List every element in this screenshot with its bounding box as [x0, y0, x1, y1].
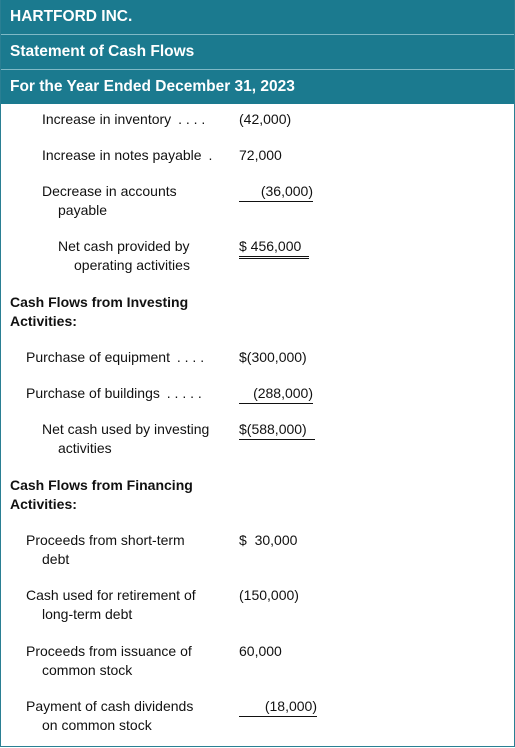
issuance-label-1: Proceeds from issuance of — [26, 643, 192, 659]
retirement-label-1: Cash used for retirement of — [26, 587, 196, 603]
accounts-payable-amount: (36,000) — [239, 182, 313, 202]
short-term-label-2: debt — [42, 551, 70, 567]
statement-title: Statement of Cash Flows — [1, 35, 514, 70]
dividends-label-1: Payment of cash dividends — [26, 698, 194, 714]
equipment-amount: $(300,000) — [239, 349, 307, 365]
accounts-payable-label-1: Decrease in accounts — [42, 183, 177, 199]
statement-header — [1, 0, 514, 104]
financing-heading-2: Activities: — [10, 496, 77, 512]
buildings-label-text: Purchase of buildings — [26, 385, 160, 401]
inventory-amount: (42,000) — [239, 111, 292, 127]
retirement-label-2: long-term debt — [42, 606, 133, 622]
net-investing-label-2: activities — [58, 440, 112, 456]
equipment-label-text: Purchase of equipment — [26, 349, 170, 365]
statement-period: For the Year Ended December 31, 2023 — [10, 78, 295, 95]
investing-heading-2: Activities: — [10, 313, 77, 329]
short-term-label-1: Proceeds from short-term — [26, 532, 185, 548]
investing-heading-1: Cash Flows from Investing — [10, 294, 189, 310]
dividends-label-2: on common stock — [42, 717, 152, 733]
buildings-amount: (288,000) — [239, 384, 313, 404]
buildings-dots: . . . . . — [166, 385, 202, 401]
inventory-dots: . . . . — [178, 111, 206, 127]
equipment-label — [26, 348, 204, 367]
short-term-amount: $ 30,000 — [239, 532, 298, 548]
dividends-amount: (18,000) — [239, 697, 317, 717]
net-investing-amount: $(588,000) — [239, 420, 315, 440]
net-investing-label-1: Net cash used by investing — [42, 421, 210, 437]
buildings-label — [26, 384, 202, 403]
net-operating-amount: $ 456,000 — [239, 237, 309, 259]
financing-heading-1: Cash Flows from Financing — [10, 477, 193, 493]
issuance-amount: 60,000 — [239, 643, 282, 659]
inventory-label-text: Increase in inventory — [42, 111, 172, 127]
inventory-label — [42, 110, 205, 129]
notes-payable-label-text: Increase in notes payable — [42, 147, 202, 163]
company-name: HARTFORD INC. — [1, 0, 514, 35]
accounts-payable-label-2: payable — [58, 202, 108, 218]
issuance-label-2: common stock — [42, 662, 133, 678]
retirement-amount: (150,000) — [239, 587, 299, 603]
net-operating-label-2: operating activities — [74, 257, 190, 273]
notes-payable-amount: 72,000 — [239, 147, 282, 163]
net-operating-label-1: Net cash provided by — [58, 238, 190, 254]
notes-payable-dots: . — [208, 147, 213, 163]
notes-payable-label — [42, 146, 212, 165]
equipment-dots: . . . . — [176, 349, 205, 365]
